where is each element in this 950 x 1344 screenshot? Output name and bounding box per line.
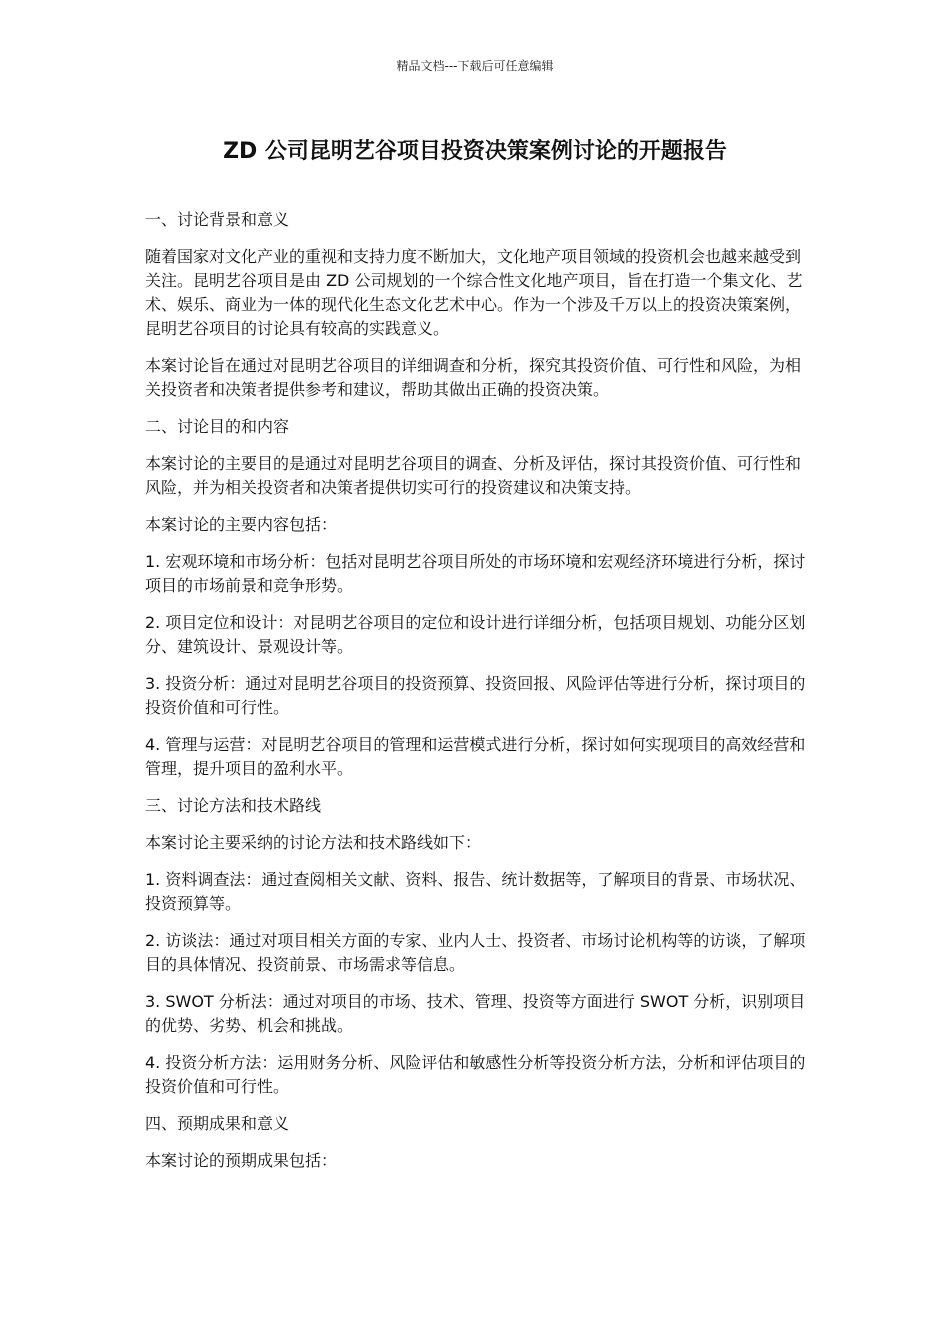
document-title: ZD 公司昆明艺谷项目投资决策案例讨论的开题报告	[223, 139, 727, 164]
list-item: 3. SWOT 分析法：通过对项目的市场、技术、管理、投资等方面进行 SWOT 分析，识别项目的优势、劣势、机会和挑战。	[145, 992, 806, 1035]
paragraph: 随着国家对文化产业的重视和支持力度不断加大，文化地产项目领域的投资机会也越来越受到关注。昆明艺谷项目是由 ZD 公司规划的一个综合性文化地产项目，旨在打造一个集文化、艺术、娱乐、商业为一体的现代化生态文化艺术中心。作为一个涉及千万以上的投资决策案例，昆明艺谷项目的讨论具有较高的实践意义。	[145, 247, 803, 338]
list-item: 2. 访谈法：通过对项目相关方面的专家、业内人士、投资者、市场讨论机构等的访谈，了解项目的具体情况、投资前景、市场需求等信息。	[145, 931, 806, 974]
list-item: 4. 管理与运营：对昆明艺谷项目的管理和运营模式进行分析，探讨如何实现项目的高效经营和管理，提升项目的盈利水平。	[145, 735, 806, 778]
list-item: 1. 资料调查法：通过查阅相关文献、资料、报告、统计数据等，了解项目的背景、市场状况、投资预算等。	[145, 870, 806, 913]
header-note: 精品文档---下载后可任意编辑	[396, 59, 554, 73]
paragraph: 本案讨论主要采纳的讨论方法和技术路线如下：	[145, 833, 482, 852]
list-item: 2. 项目定位和设计：对昆明艺谷项目的定位和设计进行详细分析，包括项目规划、功能分区划分、建筑设计、景观设计等。	[145, 613, 806, 656]
section-heading-background: 一、讨论背景和意义	[145, 210, 290, 229]
paragraph: 本案讨论的预期成果包括：	[145, 1151, 338, 1170]
paragraph: 本案讨论的主要目的是通过对昆明艺谷项目的调查、分析及评估，探讨其投资价值、可行性和风险，并为相关投资者和决策者提供切实可行的投资建议和决策支持。	[145, 454, 802, 497]
document-body	[145, 208, 810, 1186]
section-heading-methods: 三、讨论方法和技术路线	[145, 796, 322, 815]
paragraph: 本案讨论旨在通过对昆明艺谷项目的详细调查和分析，探究其投资价值、可行性和风险，为相关投资者和决策者提供参考和建议，帮助其做出正确的投资决策。	[145, 356, 802, 399]
section-heading-purpose: 二、讨论目的和内容	[145, 417, 290, 436]
paragraph: 本案讨论的主要内容包括：	[145, 515, 338, 534]
list-item: 4. 投资分析方法：运用财务分析、风险评估和敏感性分析等投资分析方法，分析和评估项目的投资价值和可行性。	[145, 1053, 806, 1096]
section-heading-outcomes: 四、预期成果和意义	[145, 1114, 290, 1133]
list-item: 1. 宏观环境和市场分析：包括对昆明艺谷项目所处的市场环境和宏观经济环境进行分析，探讨项目的市场前景和竞争形势。	[145, 552, 806, 595]
list-item: 3. 投资分析：通过对昆明艺谷项目的投资预算、投资回报、风险评估等进行分析，探讨项目的投资价值和可行性。	[145, 674, 806, 717]
